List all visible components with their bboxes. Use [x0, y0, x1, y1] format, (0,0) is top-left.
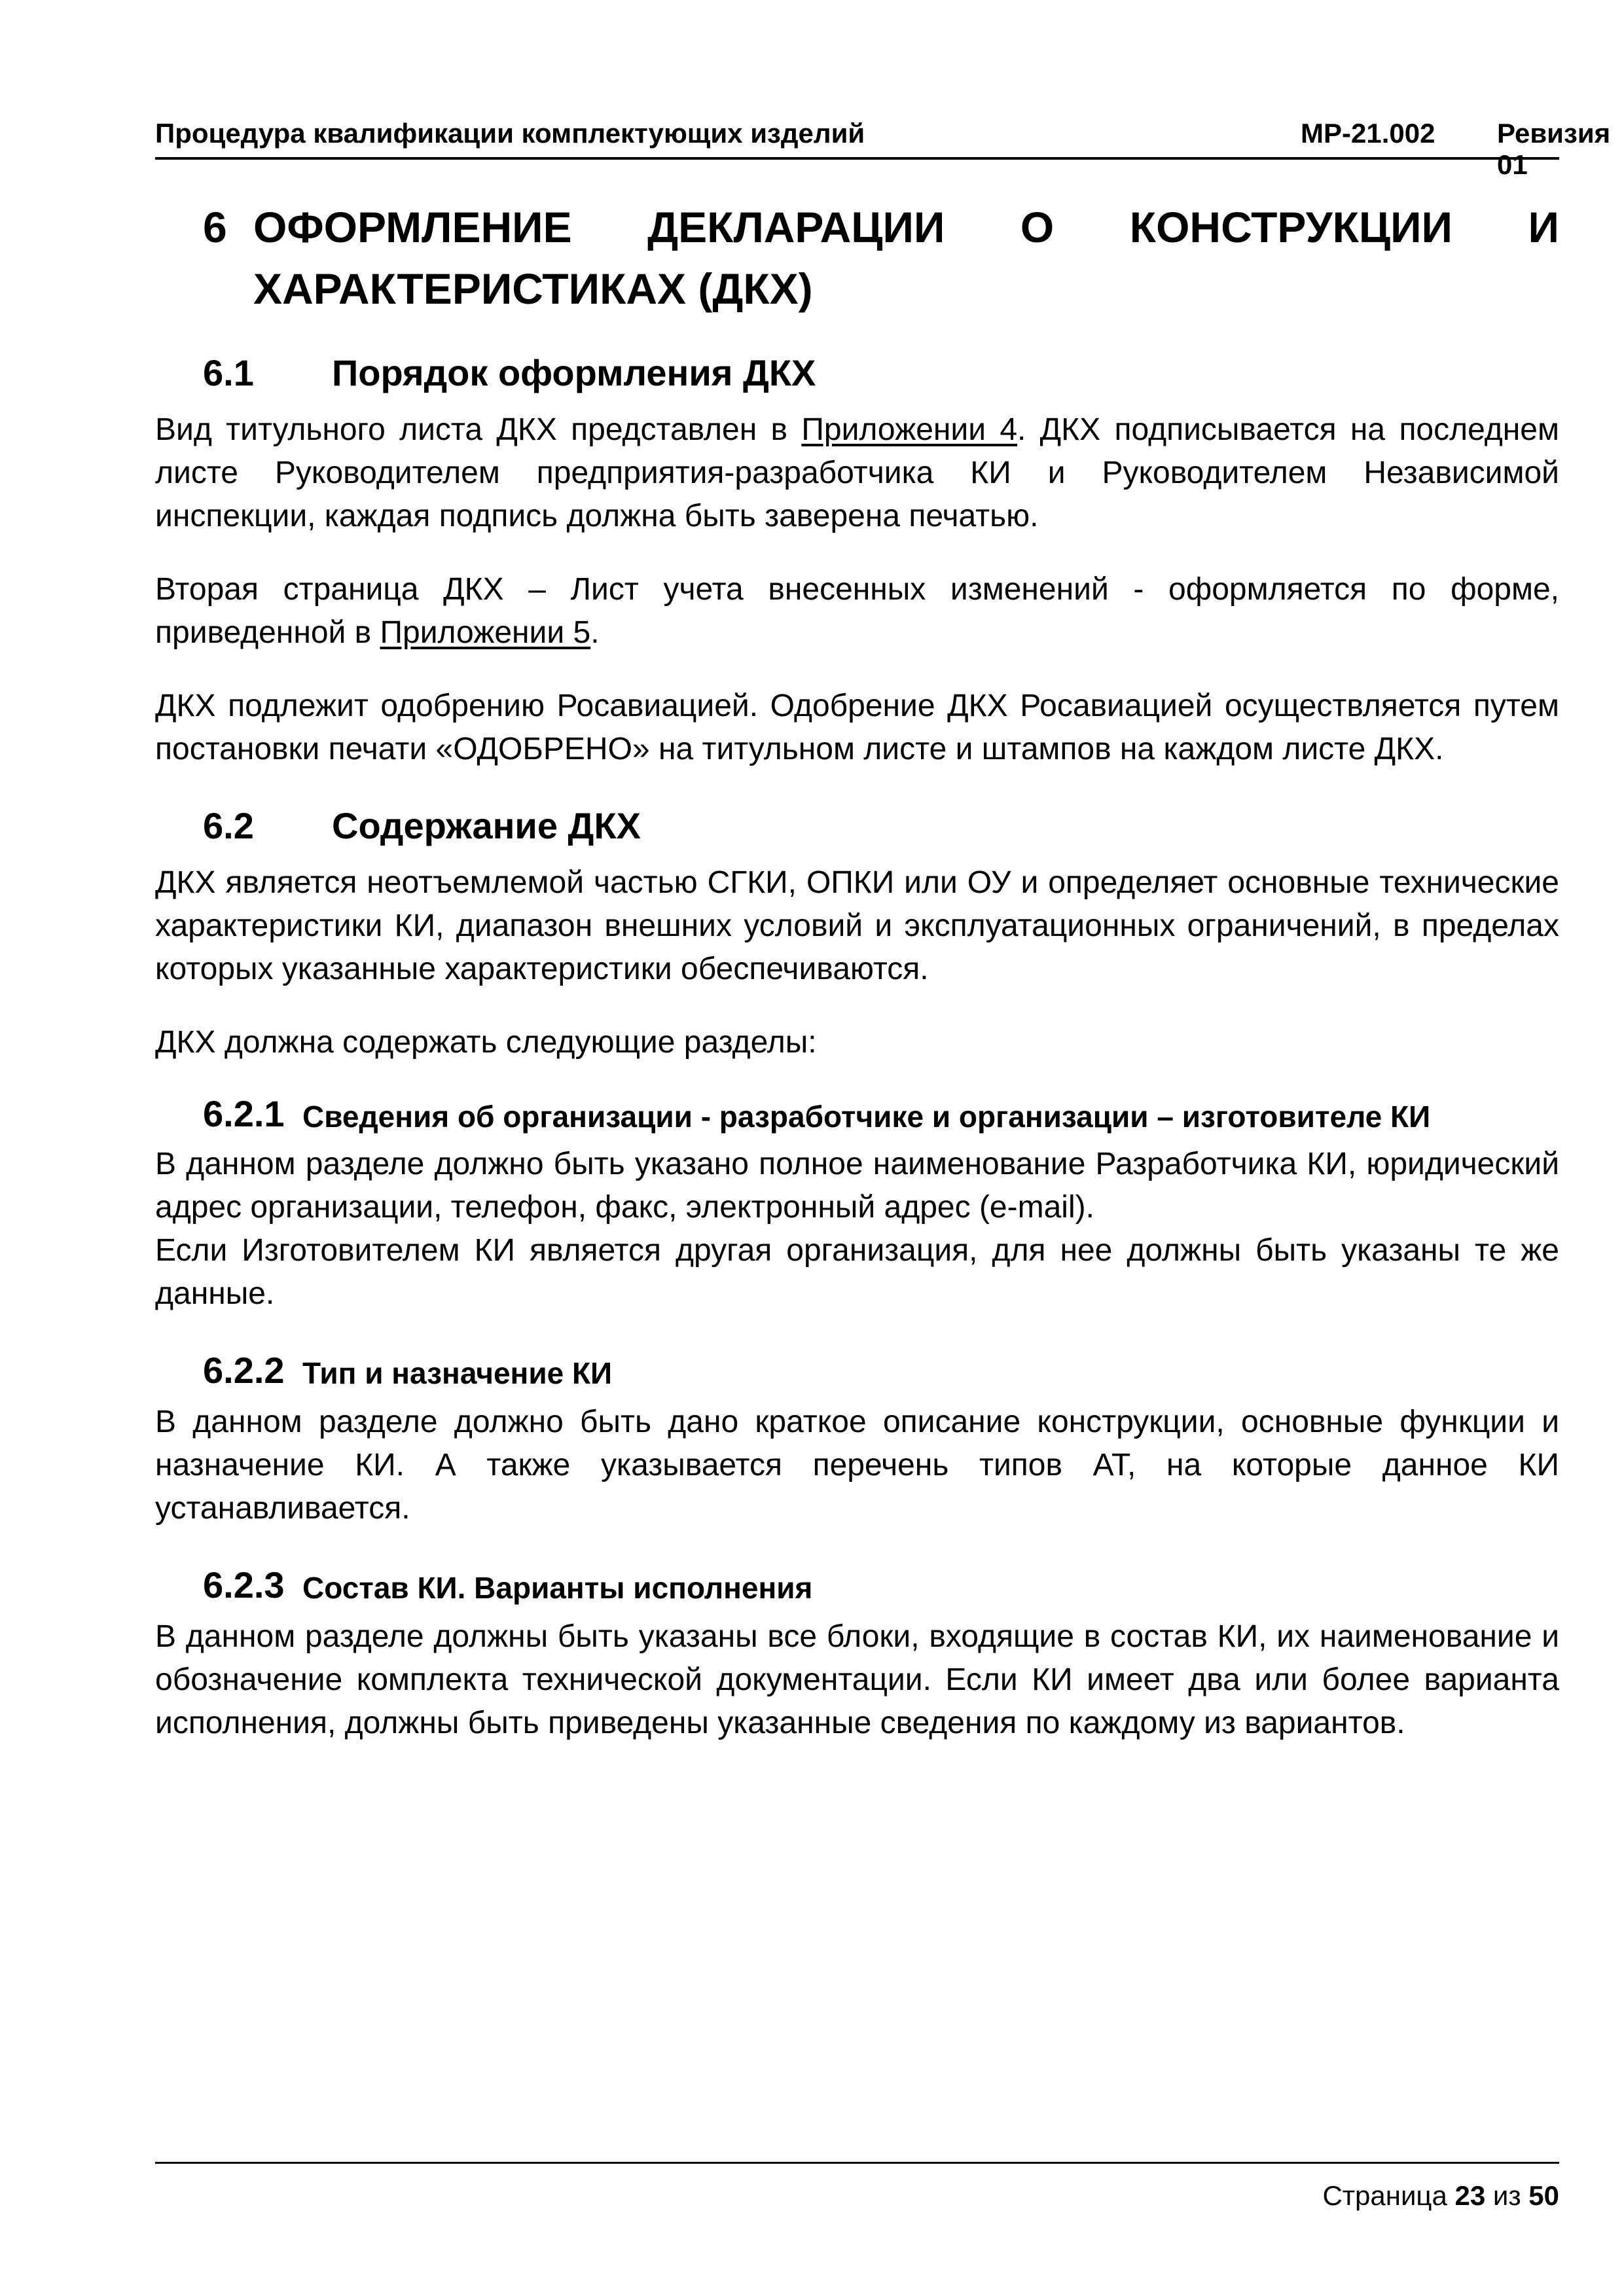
subsection-number: 6.2	[203, 805, 254, 846]
title-word: КОНСТРУКЦИИ	[1129, 203, 1453, 251]
paragraph	[155, 568, 1559, 655]
paragraph: ДКХ является неотъемлемой частью СГКИ, ОПКИ или ОУ и определяет основные технические характеристики КИ, диапазон внешних условий и эксплуатационных ограничений, в пределах которых указанные характеристики обеспечиваются.	[155, 865, 1559, 986]
subsection-title: Сведения об организации - разработчике и организации – изготовителе КИ	[302, 1100, 1431, 1134]
paragraph: В данном разделе должны быть указаны все блоки, входящие в состав КИ, их наименование и обозначение комплекта технической документации. Если КИ имеет два или более варианта исполнения, должны быть приведены указанные сведения по каждому из вариантов.	[155, 1619, 1559, 1740]
text-run: Вторая страница ДКХ – Лист учета внесенных изменений - оформляется по форме, приведенной в	[155, 572, 1559, 650]
subsection-number: 6.1	[203, 352, 254, 393]
subsection-number: 6.2.2	[203, 1350, 285, 1391]
appendix-5-link[interactable]: Приложении 5	[380, 615, 591, 650]
text-run: .	[590, 615, 600, 650]
subsection-title: Содержание ДКХ	[332, 805, 641, 846]
subsection-title: Состав КИ. Варианты исполнения	[302, 1571, 813, 1605]
paragraph: В данном разделе должно быть дано краткое описание конструкции, основные функции и назначение КИ. А также указывается перечень типов АТ, на которые данное КИ устанавливается.	[155, 1405, 1559, 1526]
page-header	[155, 118, 1611, 180]
paragraph	[155, 408, 1559, 538]
page-footer	[155, 2162, 1559, 2211]
title-word: И	[1528, 203, 1559, 251]
paragraph: В данном разделе должно быть указано полное наименование Разработчика КИ, юридический адрес организации, телефон, факс, электронный адрес (e-mail).	[155, 1147, 1559, 1225]
subsection-number: 6.2.3	[203, 1564, 285, 1605]
document-title: Процедура квалификации комплектующих изделий	[155, 118, 865, 149]
current-page: 23	[1454, 2180, 1486, 2211]
section-6-heading	[155, 196, 1559, 319]
section-title-line-2: ХАРАКТЕРИСТИКАХ (ДКХ)	[253, 264, 813, 313]
section-title-line-1	[253, 196, 1559, 258]
subsection-6-2-2-heading	[155, 1344, 1559, 1397]
page-content	[155, 196, 1559, 1745]
paragraph: Если Изготовителем КИ является другая организация, для нее должны быть указаны те же данные.	[155, 1233, 1559, 1311]
text-run: . ДКХ подписывается на последнем листе Руководителем предприятия-разработчика КИ и Руководителем Независимой инспекции, каждая подпись должна быть заверена печатью.	[155, 412, 1559, 533]
subsection-number: 6.2.1	[203, 1093, 285, 1134]
subsection-6-2-1-heading	[155, 1088, 1559, 1140]
title-word: ОФОРМЛЕНИЕ	[253, 203, 572, 251]
of-label: из	[1492, 2180, 1521, 2211]
section-number: 6	[203, 203, 227, 251]
total-pages: 50	[1528, 2180, 1559, 2211]
title-word: О	[1020, 203, 1055, 251]
section-title	[253, 196, 1559, 319]
document-revision: Ревизия 01	[1497, 118, 1611, 180]
paragraph: ДКХ должна содержать следующие разделы:	[155, 1025, 817, 1060]
appendix-4-link[interactable]: Приложении 4	[801, 412, 1018, 447]
paragraph: ДКХ подлежит одобрению Росавиацией. Одобрение ДКХ Росавиацией осуществляется путем постановки печати «ОДОБРЕНО» на титульном листе и штампов на каждом листе ДКХ.	[155, 689, 1559, 766]
subsection-6-1-heading	[155, 347, 1559, 399]
subsection-6-2-3-heading	[155, 1559, 1559, 1611]
subsection-6-2-heading	[155, 800, 1559, 852]
document-code: МР-21.002	[1301, 118, 1435, 149]
subsection-title: Порядок оформления ДКХ	[332, 352, 816, 393]
subsection-title: Тип и назначение КИ	[302, 1356, 613, 1390]
page-label: Страница	[1322, 2180, 1447, 2211]
page-number	[1322, 2180, 1559, 2212]
title-word: ДЕКЛАРАЦИИ	[647, 203, 945, 251]
text-run: Вид титульного листа ДКХ представлен в	[155, 412, 802, 447]
